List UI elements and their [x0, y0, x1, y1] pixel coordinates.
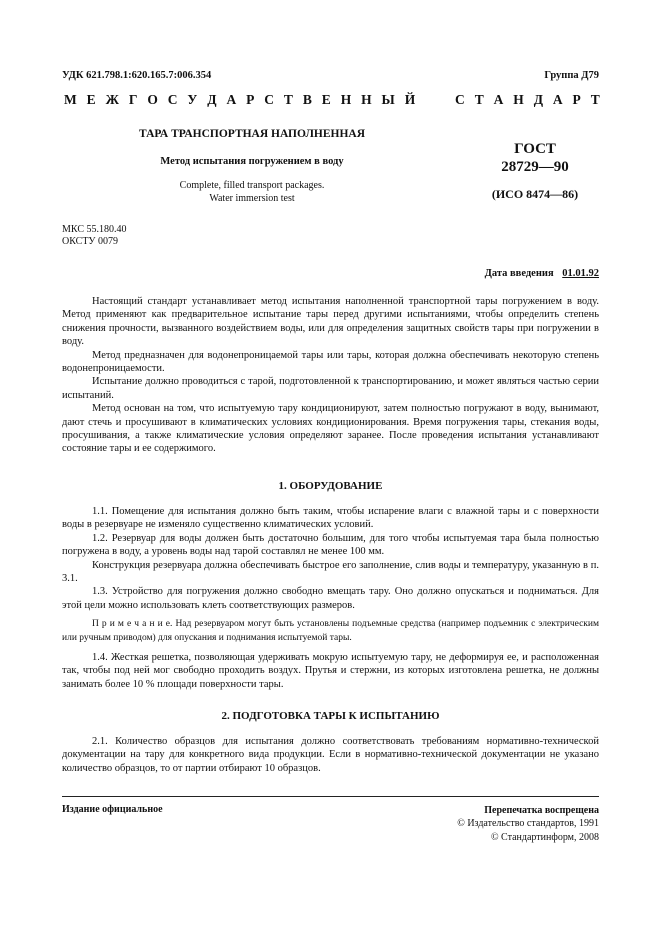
paragraph-1-2-cont: Конструкция резервуара должна обеспечивать быстрое его заполнение, слив воды и температуру, указанную в п. 3.1.	[62, 559, 599, 585]
english-title	[62, 180, 442, 205]
banner-letter: Т	[283, 92, 293, 107]
banner-letter: В	[302, 92, 312, 107]
gost-label: ГОСТ	[514, 141, 556, 157]
document-subtitle: Метод испытания погружением в воду	[160, 156, 344, 167]
intro-paragraph: Испытание должно проводиться с тарой, подготовленной к транспортированию, и может являться частью серии испытаний.	[62, 376, 599, 401]
footer-divider	[62, 796, 599, 797]
banner-letter	[425, 92, 445, 108]
section-1-text	[62, 505, 599, 691]
banner-letter: У	[187, 92, 198, 107]
banner-letter: А	[226, 92, 237, 107]
note-text: Над резервуаром могут быть установлены подъемные средства (например подъемник с электрическим или ручным приводом) для опускания и поднимания испытуемой тары.	[62, 619, 599, 643]
intro-date-label: Дата введения	[484, 268, 554, 279]
udk-code: УДК 621.798.1:620.165.7:006.354	[62, 70, 212, 81]
paragraph-2-1: 2.1. Количество образцов для испытания должно соответствовать требованиям нормативно-технической документации на тару для конкретного вида продукции. Если в нормативно-технической документации не указано количество образцов, то от партии отбирают 10 образцов.	[62, 736, 599, 774]
banner-letter: Н	[361, 92, 372, 107]
banner-letter: Д	[207, 92, 217, 107]
banner-letter: Н	[513, 92, 524, 107]
paragraph-1-2: 1.2. Резервуар для воды должен быть достаточно большим, для того чтобы испытуемая тара была полностью погружена в воду, а уровень воды над тарой составлял не менее 100 мм.	[62, 532, 599, 558]
banner-letter: А	[493, 92, 504, 107]
paragraph-1-3: 1.3. Устройство для погружения должно свободно вмещать тару. Оно должно опускаться и подниматься. Для этой цели можно использовать клеть соответствующих размеров.	[62, 586, 599, 611]
english-title-line2: Water immersion test	[209, 192, 295, 204]
banner-letter: М	[64, 92, 77, 107]
edition-label: Издание официальное	[62, 804, 163, 815]
banner-letter: С	[167, 92, 178, 107]
banner-letter: Е	[86, 92, 96, 107]
banner-letter: Д	[533, 92, 543, 107]
gost-number: 28729—90	[501, 159, 569, 175]
iso-reference: (ИСО 8474—86)	[491, 187, 579, 201]
standard-banner	[64, 92, 600, 108]
banner-letter: Е	[321, 92, 331, 107]
section-1-title: 1. ОБОРУДОВАНИЕ	[278, 480, 383, 492]
intro-date	[485, 268, 599, 279]
banner-letter: А	[552, 92, 563, 107]
banner-letter: Р	[572, 92, 581, 107]
intro-paragraph: Настоящий стандарт устанавливает метод испытания наполненной транспортной тары погружением в воду. Метод применяют как предварительное испытание тары перед другими испытаниями, чтобы определить степень снижения прочности, вызванного воздействием воды, или для определения защитных свойств тары при погружении в воду.	[62, 296, 599, 348]
english-title-line1: Complete, filled transport packages.	[179, 180, 325, 191]
intro-text	[62, 295, 599, 456]
copyright-block	[457, 804, 599, 844]
banner-letter: Ы	[381, 92, 395, 107]
intro-paragraph: Метод предназначен для водонепроницаемой тары или тары, которая должна обеспечивать некоторую степень водонепроницаемости.	[62, 349, 599, 375]
group-code: Группа Д79	[544, 70, 599, 81]
paragraph-1-4: 1.4. Жесткая решетка, позволяющая удерживать мокрую испытуемую тару, не деформируя ее, и расположенная так, чтобы под ней мог свободно проходить воздух. Прутья и стержни, из которых изготовлена решетка, не должны занимать более 10 % площади поверхности тары.	[62, 652, 599, 690]
banner-letter: Й	[404, 92, 416, 107]
banner-letter: Ж	[105, 92, 119, 107]
banner-letter: Г	[128, 92, 138, 107]
banner-letter: Т	[474, 92, 484, 107]
document-title: ТАРА ТРАНСПОРТНАЯ НАПОЛНЕННАЯ	[138, 128, 366, 140]
banner-letter: С	[455, 92, 465, 107]
reprint-notice: Перепечатка воспрещена	[484, 805, 599, 816]
copyright-1: © Издательство стандартов, 1991	[457, 818, 599, 830]
intro-paragraph: Метод основан на том, что испытуемую тару кондиционируют, затем полностью погружают в воду, вынимают, дают стечь и просушивают в климатических условиях кондиционирования. Время погружения тары, стекания воды, просушивания, а также климатические условия определяют заранее. После проведения испытания устанавливают состояние тары и ее содержимого.	[62, 403, 599, 455]
banner-letter: Р	[246, 92, 255, 107]
note	[62, 618, 599, 645]
classification-codes	[62, 224, 126, 248]
banner-letter: Н	[340, 92, 352, 107]
section-2-text	[62, 735, 599, 775]
section-2-title: 2. ПОДГОТОВКА ТАРЫ К ИСПЫТАНИЮ	[221, 710, 440, 722]
intro-date-value: 01.01.92	[562, 268, 599, 279]
copyright-2: © Стандартинформ, 2008	[490, 831, 599, 843]
gost-designation	[470, 140, 600, 176]
okstu-code: ОКСТУ 0079	[62, 236, 119, 247]
banner-letter: О	[147, 92, 158, 107]
note-label: П р и м е ч а н и е.	[92, 619, 173, 630]
paragraph-1-1: 1.1. Помещение для испытания должно быть таким, чтобы испарение влаги с влажной тары и с поверхности воды в резервуаре не изменяло существенно климатических условий.	[62, 506, 599, 531]
banner-letter: С	[264, 92, 275, 107]
mks-code: МКС 55.180.40	[62, 224, 127, 235]
banner-letter: Т	[590, 92, 600, 107]
